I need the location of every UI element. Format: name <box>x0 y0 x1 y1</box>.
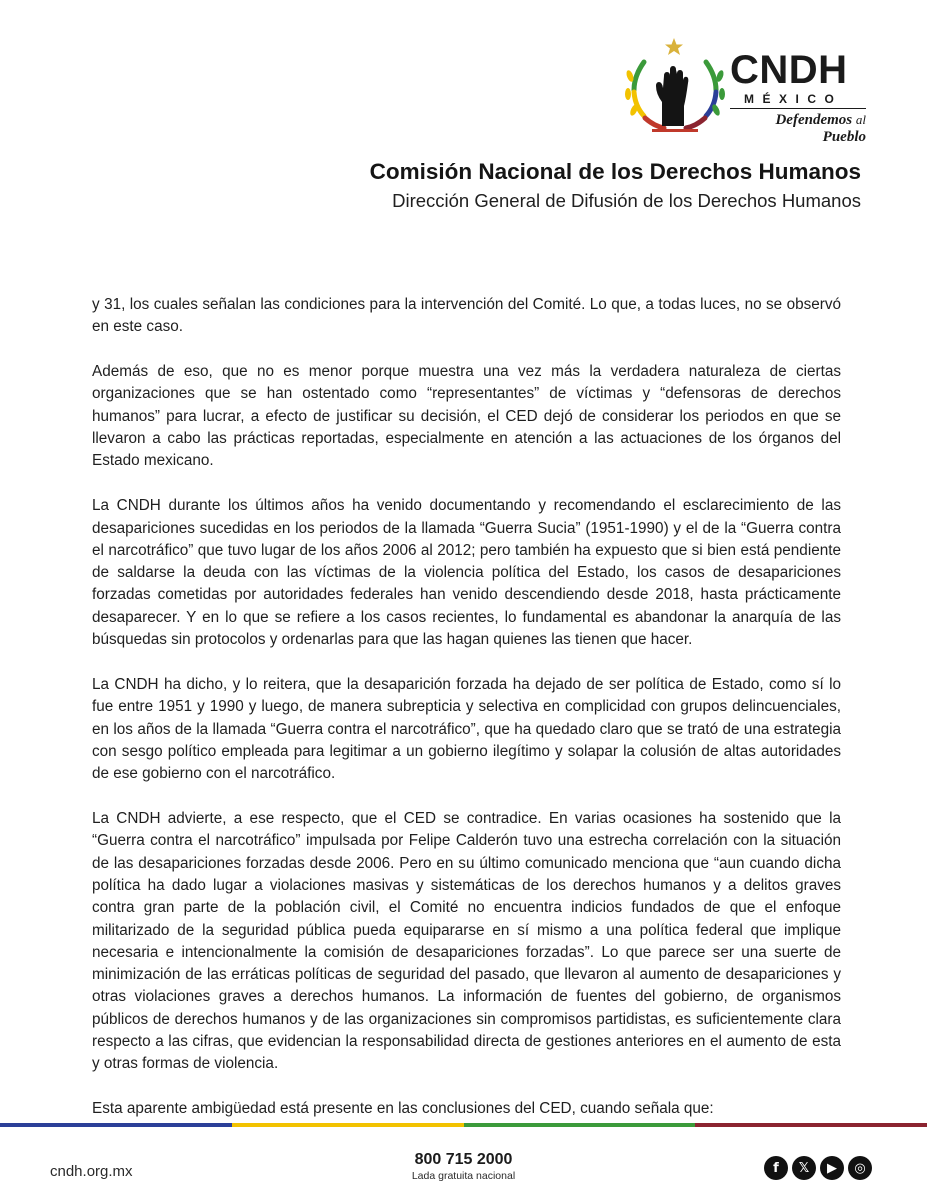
brand-rule <box>730 108 866 109</box>
paragraph: La CNDH ha dicho, y lo reitera, que la desaparición forzada ha dejado de ser política de Estado, como sí lo fue entre 1951 y 1990 y luego, de manera subrepticia y selectiva en complicidad con grupos delincuenciales, en los años de la llamada “Guerra contra el narcotráfico”, que ha quedado claro que se trató de una estrategia con sesgo político empleada para legitimar a un gobierno ilegítimo y solapar la colusión de altas autoridades de ese gobierno con el narcotráfico. <box>92 675 841 783</box>
document-body <box>92 294 841 1143</box>
stripe-blue <box>0 1123 232 1127</box>
youtube-icon[interactable]: ▶ <box>820 1156 844 1180</box>
brand-country: MÉXICO <box>744 92 843 106</box>
footer-website-link[interactable]: cndh.org.mx <box>50 1163 133 1180</box>
instagram-icon[interactable]: ◎ <box>848 1156 872 1180</box>
footer-color-stripe <box>0 1123 927 1127</box>
page-title: Comisión Nacional de los Derechos Humanos <box>369 159 861 184</box>
raised-hand-wreath-icon <box>622 36 728 136</box>
paragraph: La CNDH durante los últimos años ha venido documentando y recomendando el esclarecimiento de las desapariciones sucedidas en los periodos de la llamada “Guerra Sucia” (1951-1990) y el de la “Guerra contra el narcotráfico” que tuvo lugar de los años 2006 al 2012; pero también ha expuesto que si bien está pendiente de saldarse la deuda con las víctimas de la violencia política del Estado, los casos de desapariciones forzadas cometidas por autoridades federales han venido descendiendo desde 2018, hasta prácticamente desaparecer. Y en lo que se refiere a los casos recientes, lo fundamental es abandonar la anarquía de las búsquedas sin protocolos y ordenarlas para que las hagan quienes las tienen que hacer. <box>92 497 841 649</box>
brand-block <box>730 50 866 146</box>
paragraph: Esta aparente ambigüedad está presente en las conclusiones del CED, cuando señala que: <box>92 1100 714 1118</box>
cndh-logo <box>622 36 868 145</box>
footer-phone: 800 715 2000 <box>414 1151 513 1168</box>
facebook-icon[interactable]: f <box>764 1156 788 1180</box>
paragraph: Además de eso, que no es menor porque muestra una vez más la verdadera naturaleza de ciertas organizaciones que se han ostentado como “representantes” de víctimas y “defensoras de derechos humanos” para lucrar, a efecto de justificar su decisión, el CED dejó de considerar los periodos en que se llevaron a cabo las prácticas reportadas, especialmente en atención a las actuaciones de los órganos del Estado mexicano. <box>92 363 841 470</box>
paragraph: La CNDH advierte, a ese respecto, que el CED se contradice. En varias ocasiones ha sostenido que la “Guerra contra el narcotráfico” impulsada por Felipe Calderón tuvo una estrecha correlación con la situación de las desapariciones forzadas desde 2006. Pero en su último comunicado menciona que “aun cuando dicha política ha dado lugar a violaciones masivas y sistemáticas de los derechos humanos y a delitos graves contra gran parte de la población civil, el Comité no encuentra indicios fundados de que el enfoque militarizado de la seguridad pública pueda equipararse en sí mismo a una política federal que implique necesaria e intencionalmente la comisión de desapariciones forzadas”. Lo que parece ser una suerte de minimización de las erráticas políticas de seguridad del pasado, que llevaron al aumento de desapariciones y otras violaciones graves a derechos humanos. La información de fuentes del gobierno, de organismos públicos de derechos humanos y de las organizaciones sin compromisos partidistas, es suficientemente clara respecto a las cifras, que evidencian la responsabilidad directa de gestiones anteriores en el aumento de esta y otras formas de violencia. <box>92 810 841 1073</box>
x-icon[interactable]: 𝕏 <box>792 1156 816 1180</box>
stripe-green <box>464 1123 696 1127</box>
stripe-red <box>695 1123 927 1127</box>
stripe-yellow <box>232 1123 464 1127</box>
footer-phone-note: Lada gratuita nacional <box>411 1170 516 1182</box>
brand-name: CNDH <box>730 48 848 92</box>
brand-slogan: Defendemos al Pueblo <box>775 112 866 145</box>
paragraph: y 31, los cuales señalan las condiciones para la intervención del Comité. Lo que, a todas luces, no se observó en este caso. <box>92 296 841 336</box>
social-links <box>764 1156 872 1180</box>
page-subtitle: Dirección General de Difusión de los Derechos Humanos <box>392 190 861 211</box>
